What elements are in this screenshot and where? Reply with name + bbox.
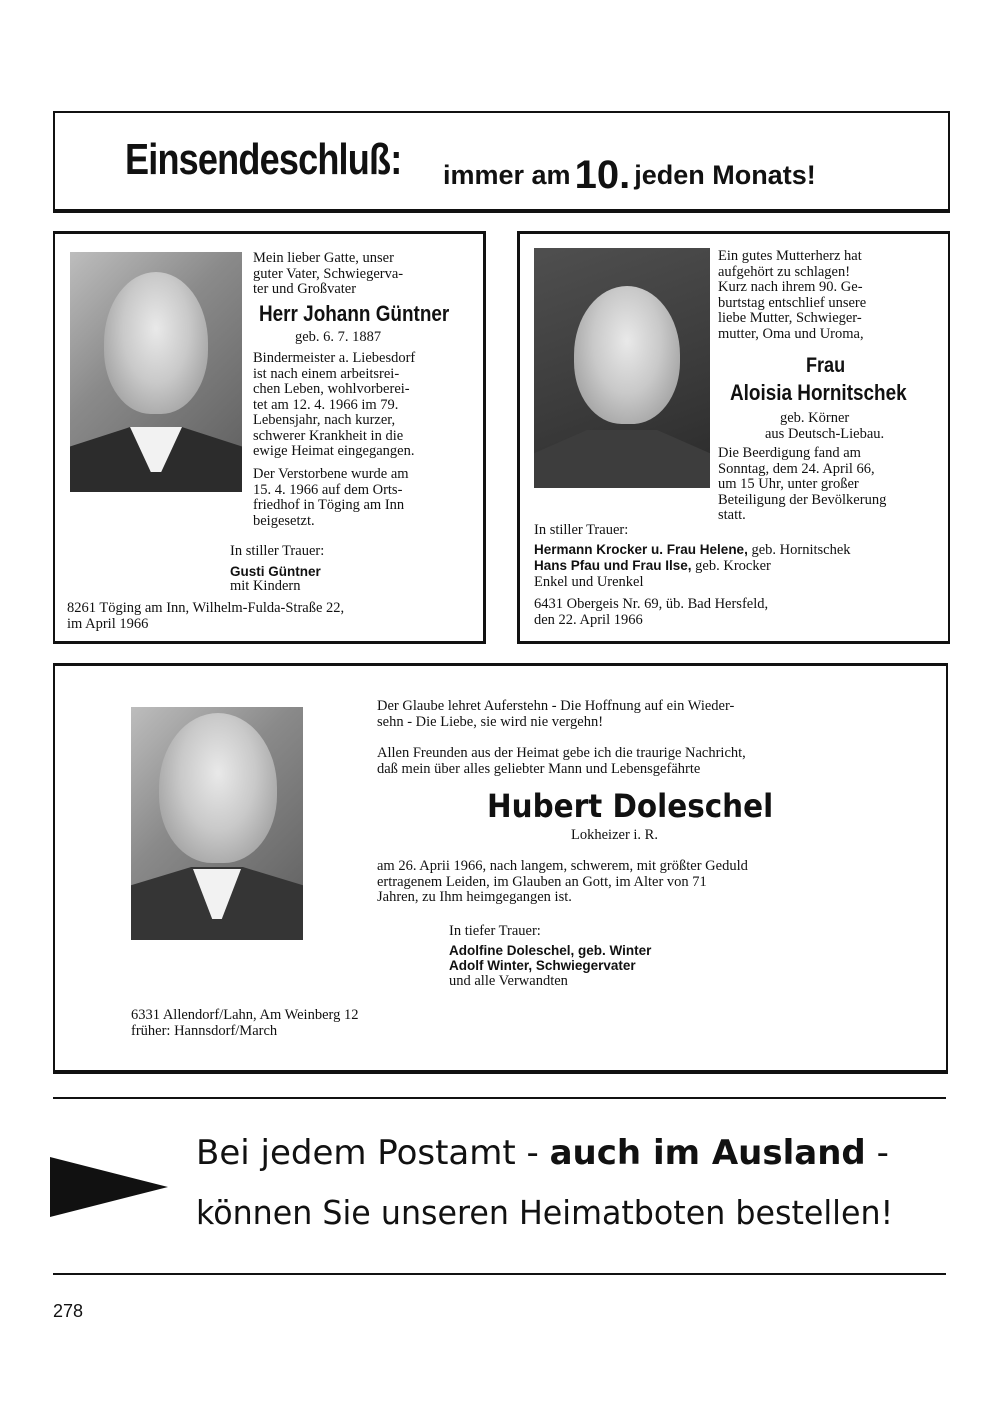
guentner-body-5: schwerer Krankheit in die [253, 427, 404, 444]
hornitschek-burial-3: Beteiligung der Bevölkerung [718, 491, 887, 508]
doleschel-verse-1: sehn - Die Liebe, sie wird nie vergehn! [377, 713, 604, 730]
promo-line1-c: - [876, 1133, 889, 1173]
promo-line2: können Sie unseren Heimatboten bestellen! [196, 1193, 894, 1232]
doleschel-body-2: Jahren, zu Ihm heimgegangen ist. [377, 889, 572, 905]
header-end: jeden Monats! [634, 160, 816, 190]
hornitschek-intro-3: burtstag entschlief unsere [718, 294, 867, 311]
guentner-body-6: ewige Heimat eingegangen. [253, 443, 415, 459]
guentner-body-4: Lebensjahr, nach kurzer, [253, 412, 396, 428]
hornitschek-born-0: geb. Körner [780, 410, 850, 426]
guentner-born: geb. 6. 7. 1887 [295, 329, 382, 345]
hornitschek-address-1: den 22. April 1966 [534, 611, 643, 628]
hornitschek-intro-2: Kurz nach ihrem 90. Ge- [718, 279, 863, 295]
guentner-kids: mit Kindern [230, 578, 301, 594]
doleschel-address-1: früher: Hannsdorf/March [131, 1022, 278, 1039]
photo-doleschel [131, 707, 303, 940]
header-num: 10. [574, 153, 631, 197]
hornitschek-intro-0: Ein gutes Mutterherz hat [718, 248, 862, 264]
header-middle: immer am [443, 160, 571, 190]
doleschel-title: Lokheizer i. R. [571, 827, 658, 843]
arrow-icon [50, 1157, 168, 1217]
guentner-body-1: ist nach einem arbeitsrei- [253, 365, 400, 382]
promo-top-rule [53, 1097, 946, 1099]
hornitschek-mourner2-rest: geb. Krocker [695, 558, 771, 574]
guentner-burial-0: Der Verstorbene wurde am [253, 466, 409, 482]
hornitschek-kids: Enkel und Urenkel [534, 573, 644, 590]
doleschel-mourner2: Adolf Winter, Schwiegervater [449, 958, 636, 973]
promo-line1-b: auch im Ausland [549, 1133, 866, 1173]
guentner-mourning: In stiller Trauer: [230, 543, 325, 559]
doleschel-mourner1: Adolfine Doleschel, geb. Winter [449, 942, 652, 958]
doleschel-address-0: 6331 Allendorf/Lahn, Am Weinberg 12 [131, 1007, 359, 1023]
hornitschek-burial-4: statt. [718, 507, 746, 523]
hornitschek-intro-4: liebe Mutter, Schwieger- [718, 310, 862, 326]
notice-guentner [53, 231, 486, 644]
guentner-address-1: im April 1966 [67, 615, 149, 632]
guentner-body-3: tet am 12. 4. 1966 im 79. [253, 396, 399, 413]
guentner-intro-1: guter Vater, Schwiegerva- [253, 265, 404, 282]
doleschel-body-0: am 26. Aprii 1966, nach langem, schwerem, mit größter Geduld [377, 858, 748, 874]
doleschel-intro-1: daß mein über alles geliebter Mann und Lebensgefährte [377, 760, 701, 777]
guentner-address-0: 8261 Töging am Inn, Wilhelm-Fulda-Straße 22, [67, 600, 345, 616]
header-box [53, 111, 950, 213]
hornitschek-intro-5: mutter, Oma und Uroma, [718, 325, 864, 342]
hornitschek-mourner2-bold: Hans Pfau und Frau Ilse, [534, 558, 692, 573]
hornitschek-burial-0: Die Beerdigung fand am [718, 445, 861, 461]
hornitschek-burial-2: um 15 Uhr, unter großer [718, 476, 859, 492]
promo-bottom-rule [53, 1273, 946, 1275]
guentner-body-0: Bindermeister a. Liebesdorf [253, 350, 416, 366]
notice-hornitschek [517, 231, 950, 644]
hornitschek-mourning: In stiller Trauer: [534, 522, 629, 538]
doleschel-verse-0: Der Glaube lehret Auferstehn - Die Hoffnung auf ein Wieder- [377, 698, 735, 714]
hornitschek-address-0: 6431 Obergeis Nr. 69, üb. Bad Hersfeld, [534, 596, 769, 612]
doleschel-name: Hubert Doleschel [487, 787, 774, 825]
promo-line1-a: Bei jedem Postamt - [196, 1133, 539, 1173]
doleschel-kids: und alle Verwandten [449, 972, 568, 989]
photo-guentner [70, 252, 242, 492]
doleschel-mourning: In tiefer Trauer: [449, 923, 541, 939]
notice-doleschel [53, 663, 948, 1074]
hornitschek-burial-1: Sonntag, dem 24. April 66, [718, 460, 875, 477]
guentner-body-2: chen Leben, wohlvorberei- [253, 381, 410, 397]
hornitschek-intro-1: aufgehört zu schlagen! [718, 263, 851, 280]
header-text [125, 135, 816, 197]
guentner-burial-3: beigesetzt. [253, 512, 315, 529]
header-big: Einsendeschluß: [125, 135, 402, 184]
hornitschek-born-1: aus Deutsch-Liebau. [765, 425, 885, 442]
page-number: 278 [53, 1301, 84, 1321]
doleschel-intro-0: Allen Freunden aus der Heimat gebe ich die traurige Nachricht, [377, 745, 746, 761]
doleschel-body-1: ertragenem Leiden, im Glauben an Gott, im Alter von 71 [377, 873, 707, 890]
guentner-burial-2: friedhof in Töging am Inn [253, 497, 405, 513]
photo-hornitschek [534, 248, 710, 488]
hornitschek-name: Aloisia Hornitschek [730, 380, 907, 405]
guentner-mourner: Gusti Güntner [230, 563, 321, 579]
hornitschek-mourner1-rest: geb. Hornitschek [751, 541, 851, 558]
guentner-intro-0: Mein lieber Gatte, unser [253, 250, 394, 266]
hornitschek-mourner1-bold: Hermann Krocker u. Frau Helene, [534, 541, 748, 557]
guentner-burial-1: 15. 4. 1966 auf dem Orts- [253, 481, 403, 498]
hornitschek-title: Frau [806, 354, 846, 377]
guentner-name: Herr Johann Güntner [259, 301, 450, 326]
guentner-intro-2: ter und Großvater [253, 281, 357, 297]
